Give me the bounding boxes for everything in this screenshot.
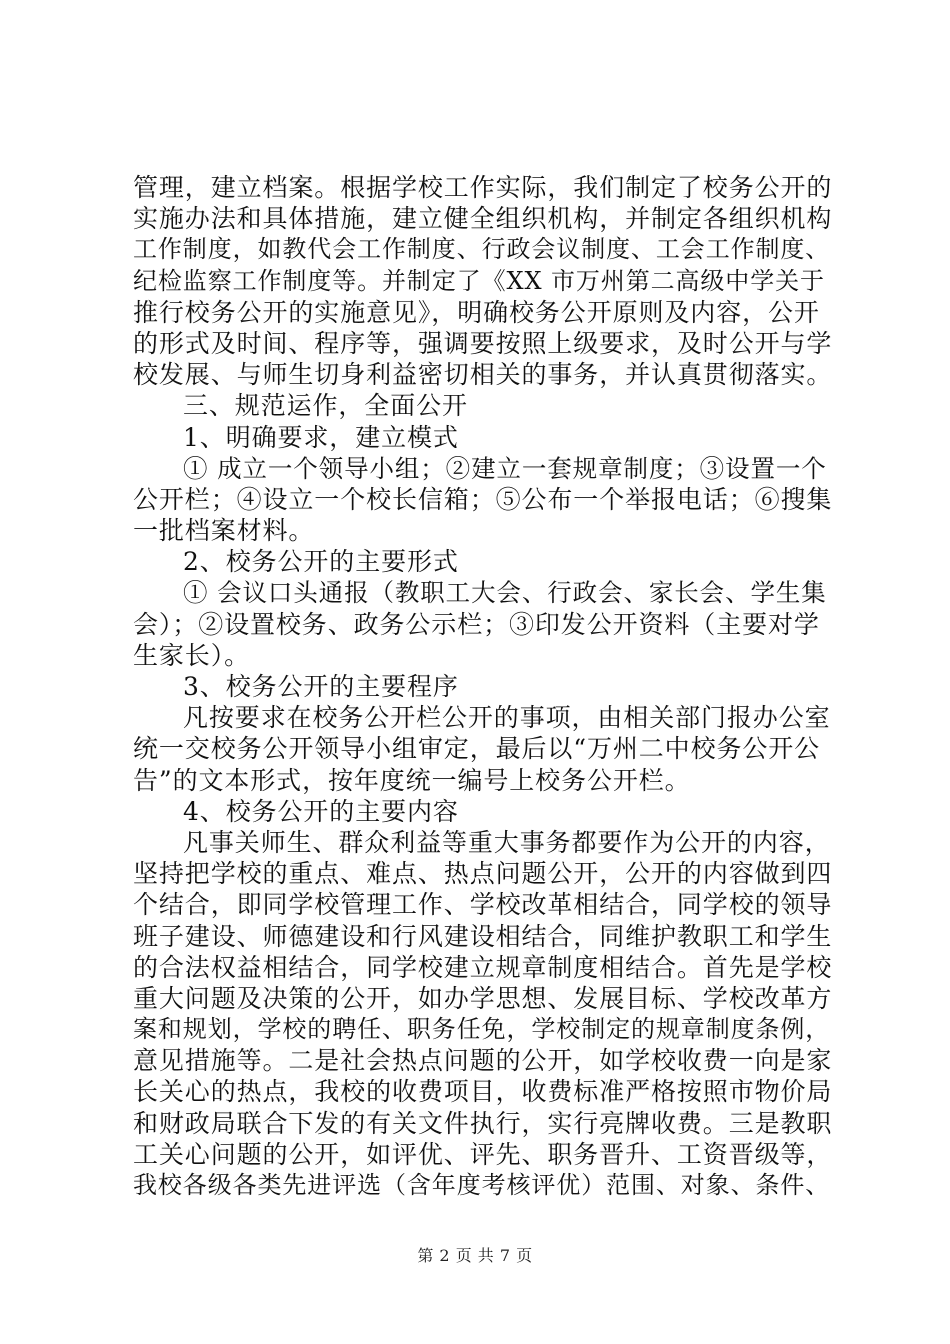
text-line: 统一交校务公开领导小组审定，最后以“万州二中校务公开公 [133, 734, 821, 764]
text-line: 我校各级各类先进评选（含年度考核评优）范围、对象、条件、 [133, 1171, 831, 1199]
text-line: 生家长）。 [133, 640, 251, 670]
text-line: 意见措施等。二是社会热点问题的公开，如学校收费一向是家 [133, 1046, 833, 1076]
text-line: 长关心的热点，我校的收费项目，收费标准严格按照市物价局 [133, 1077, 833, 1107]
text-line: 纪检监察工作制度等。并制定了《XX 市万州第二高级中学关于 [133, 266, 825, 295]
text-line: 的形式及时间、程序等，强调要按照上级要求，及时公开与学 [133, 328, 833, 358]
page-footer: 第 2 页 共 7 页 [417, 1246, 533, 1265]
text-line: 推行校务公开的实施意见》，明确校务公开原则及内容，公开 [133, 297, 820, 327]
text-line: 实施办法和具体措施，建立健全组织机构，并制定各组织机构 [133, 204, 833, 234]
text-line: 重大问题及决策的公开，如办学思想、发展目标、学校改革方 [133, 983, 833, 1013]
body-text [133, 172, 833, 1201]
text-line: 3、校务公开的主要程序 [183, 672, 459, 701]
text-line: 工作制度，如教代会工作制度、行政会议制度、工会工作制度、 [133, 235, 831, 264]
text-line: 告”的文本形式，按年度统一编号上校务公开栏。 [133, 765, 691, 795]
text-line: 的合法权益相结合，同学校建立规章制度相结合。首先是学校 [133, 952, 833, 982]
text-line: 案和规划，学校的聘任、职务任免，学校制定的规章制度条例， [133, 1015, 831, 1044]
text-line: ① 会议口头通报（教职工大会、行政会、家长会、学生集 [183, 578, 827, 608]
text-line: 4、校务公开的主要内容 [183, 796, 459, 826]
text-line: 个结合，即同学校管理工作、学校改革相结合，同学校的领导 [133, 890, 833, 920]
text-line: 一批档案材料。 [133, 516, 315, 546]
text-line: 坚持把学校的重点、难点、热点问题公开，公开的内容做到四 [133, 859, 833, 889]
text-line: 工关心问题的公开，如评优、评先、职务晋升、工资晋级等， [133, 1139, 833, 1169]
text-line: 管理，建立档案。根据学校工作实际，我们制定了校务公开的 [133, 173, 833, 202]
text-line: 三、规范运作，全面公开 [183, 391, 468, 421]
text-line: 公开栏；④设立一个校长信箱；⑤公布一个举报电话；⑥搜集 [133, 484, 833, 514]
text-line: ① 成立一个领导小组；②建立一套规章制度；③设置一个 [183, 453, 827, 483]
text-line: 1、明确要求，建立模式 [183, 422, 459, 452]
text-line: 和财政局联合下发的有关文件执行，实行亮牌收费。三是教职 [133, 1108, 833, 1138]
text-line: 2、校务公开的主要形式 [183, 547, 459, 577]
text-line: 班子建设、师德建设和行风建设相结合，同维护教职工和学生 [133, 921, 833, 951]
text-line: 会）；②设置校务、政务公示栏；③印发公开资料（主要对学 [133, 609, 820, 639]
text-line: 校发展、与师生切身利益密切相关的事务，并认真贯彻落实。 [133, 360, 833, 390]
text-line: 凡按要求在校务公开栏公开的事项，由相关部门报办公室 [183, 703, 831, 733]
text-line: 凡事关师生、群众利益等重大事务都要作为公开的内容， [183, 827, 831, 857]
